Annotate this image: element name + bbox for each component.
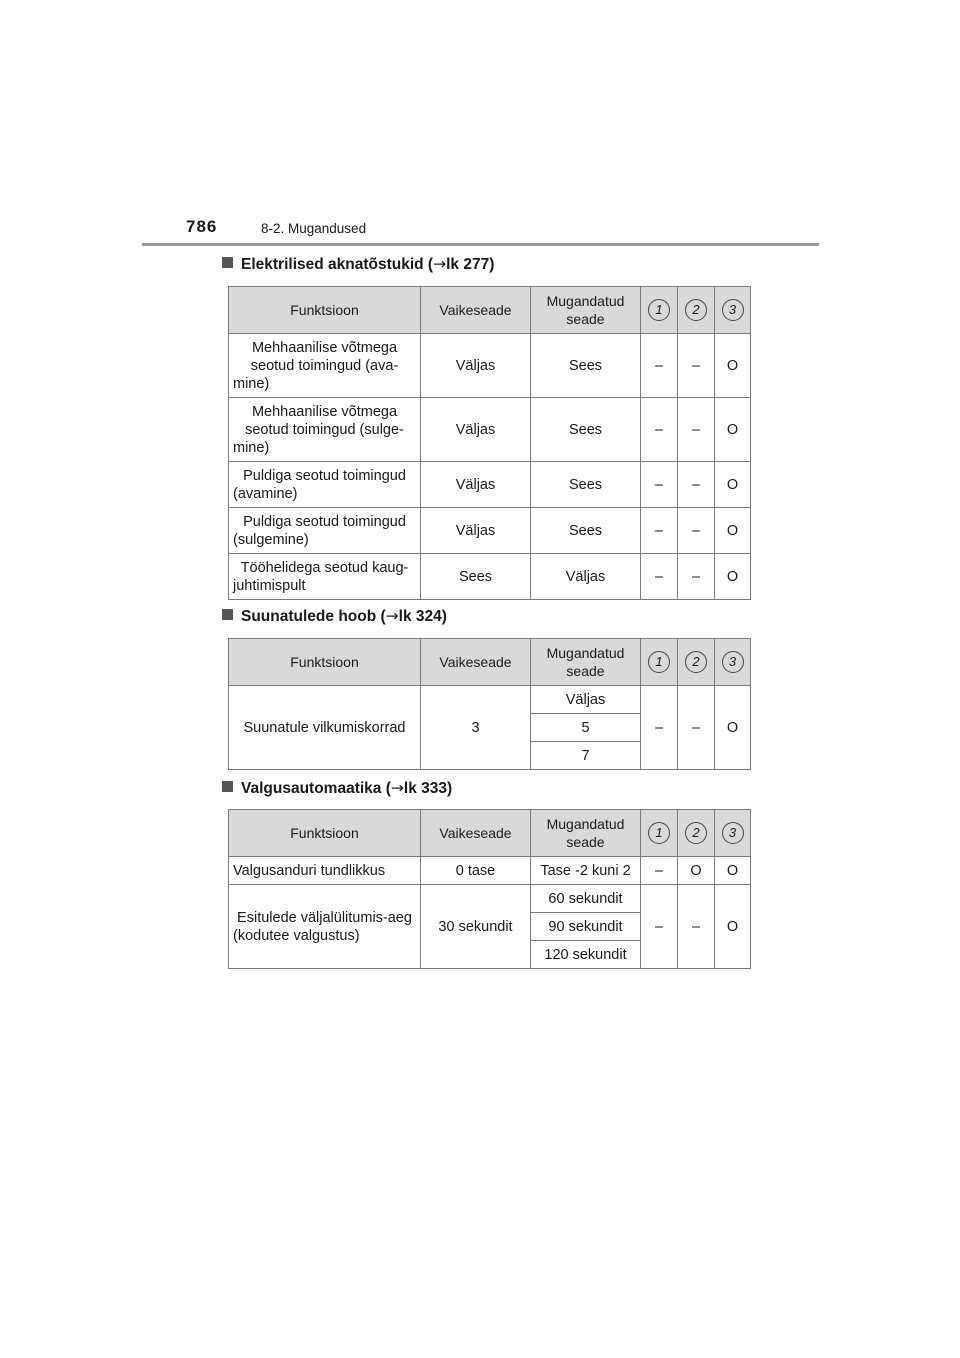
section-title: Suunatulede hoob ( xyxy=(241,608,386,625)
circled-1-icon: 1 xyxy=(648,822,670,844)
default-cell: 30 sekundit xyxy=(421,885,531,969)
function-cell: Suunatule vilkumiskorrad xyxy=(229,686,421,770)
col-2 xyxy=(678,810,715,857)
col-2 xyxy=(678,287,715,334)
circled-3-icon: 3 xyxy=(722,299,744,321)
custom-cell: 120 sekundit xyxy=(531,941,641,969)
circled-3-icon: 3 xyxy=(722,651,744,673)
bullet-square-icon xyxy=(222,781,233,792)
table-row xyxy=(229,885,751,913)
col-function: Funktsioon xyxy=(229,639,421,686)
col-default: Vaikeseade xyxy=(421,639,531,686)
col-1 xyxy=(641,639,678,686)
c1-cell: – xyxy=(641,462,678,508)
col-function: Funktsioon xyxy=(229,287,421,334)
default-cell: 0 tase xyxy=(421,857,531,885)
custom-cell: Sees xyxy=(531,462,641,508)
custom-cell: 7 xyxy=(531,742,641,770)
table-row xyxy=(229,686,751,714)
table-row xyxy=(229,398,751,462)
page-number: 786 xyxy=(186,217,218,236)
c2-cell: – xyxy=(678,398,715,462)
c1-cell: – xyxy=(641,334,678,398)
function-cell: Mehhaanilise võtmega seotud toimingud (sulge-mine) xyxy=(229,398,421,462)
custom-cell: Väljas xyxy=(531,554,641,600)
turn-signal-table xyxy=(228,638,751,770)
custom-cell: Väljas xyxy=(531,686,641,714)
auto-light-table xyxy=(228,809,751,969)
default-cell: Väljas xyxy=(421,508,531,554)
circled-2-icon: 2 xyxy=(685,651,707,673)
table-row xyxy=(229,334,751,398)
function-cell: Esitulede väljalülitumis-aeg (kodutee valgustus) xyxy=(229,885,421,969)
col-default: Vaikeseade xyxy=(421,810,531,857)
page-reference: lk 277) xyxy=(446,256,495,273)
col-custom: Mugandatud seade xyxy=(531,639,641,686)
table-header-row xyxy=(229,287,751,334)
section-title: Elektrilised aknatõstukid ( xyxy=(241,256,434,273)
section-heading-auto-light xyxy=(222,779,452,798)
c1-cell: – xyxy=(641,398,678,462)
c1-cell: – xyxy=(641,508,678,554)
c1-cell: – xyxy=(641,857,678,885)
table-row xyxy=(229,857,751,885)
col-1 xyxy=(641,287,678,334)
circled-2-icon: 2 xyxy=(685,299,707,321)
custom-cell: Tase -2 kuni 2 xyxy=(531,857,641,885)
function-cell: Mehhaanilise võtmega seotud toimingud (ava-mine) xyxy=(229,334,421,398)
col-function: Funktsioon xyxy=(229,810,421,857)
c3-cell: O xyxy=(715,857,751,885)
default-cell: Väljas xyxy=(421,334,531,398)
arrow-icon: → xyxy=(433,255,447,273)
col-1 xyxy=(641,810,678,857)
default-cell: 3 xyxy=(421,686,531,770)
table-header-row xyxy=(229,639,751,686)
function-cell: Valgusanduri tundlikkus xyxy=(229,857,421,885)
custom-cell: 90 sekundit xyxy=(531,913,641,941)
function-cell: Puldiga seotud toimingud (avamine) xyxy=(229,462,421,508)
section-heading-turn-signal xyxy=(222,607,447,626)
table-row xyxy=(229,554,751,600)
c3-cell: O xyxy=(715,462,751,508)
page-reference: lk 333) xyxy=(403,780,453,797)
custom-cell: 60 sekundit xyxy=(531,885,641,913)
arrow-icon: → xyxy=(390,779,404,797)
c3-cell: O xyxy=(715,554,751,600)
custom-cell: Sees xyxy=(531,398,641,462)
circled-2-icon: 2 xyxy=(685,822,707,844)
power-windows-table xyxy=(228,286,751,600)
c2-cell: – xyxy=(678,554,715,600)
col-2 xyxy=(678,639,715,686)
c2-cell: – xyxy=(678,462,715,508)
default-cell: Väljas xyxy=(421,462,531,508)
c2-cell: – xyxy=(678,508,715,554)
arrow-icon: → xyxy=(385,607,399,625)
c3-cell: O xyxy=(715,686,751,770)
c2-cell: – xyxy=(678,885,715,969)
function-cell: Puldiga seotud toimingud (sulgemine) xyxy=(229,508,421,554)
circled-1-icon: 1 xyxy=(648,299,670,321)
header-rule xyxy=(142,243,819,246)
section-heading-power-windows xyxy=(222,255,494,274)
c1-cell: – xyxy=(641,686,678,770)
table-row xyxy=(229,462,751,508)
col-custom: Mugandatud seade xyxy=(531,810,641,857)
table-row xyxy=(229,508,751,554)
col-3 xyxy=(715,639,751,686)
default-cell: Sees xyxy=(421,554,531,600)
c3-cell: O xyxy=(715,398,751,462)
custom-cell: Sees xyxy=(531,334,641,398)
bullet-square-icon xyxy=(222,257,233,268)
col-default: Vaikeseade xyxy=(421,287,531,334)
chapter-title: 8-2. Mugandused xyxy=(261,221,367,236)
custom-cell: 5 xyxy=(531,714,641,742)
custom-cell: Sees xyxy=(531,508,641,554)
page-reference: lk 324) xyxy=(398,608,447,625)
col-3 xyxy=(715,810,751,857)
c3-cell: O xyxy=(715,508,751,554)
c3-cell: O xyxy=(715,334,751,398)
col-custom: Mugandatud seade xyxy=(531,287,641,334)
table-header-row xyxy=(229,810,751,857)
c2-cell: O xyxy=(678,857,715,885)
col-3 xyxy=(715,287,751,334)
c2-cell: – xyxy=(678,686,715,770)
bullet-square-icon xyxy=(222,609,233,620)
circled-1-icon: 1 xyxy=(648,651,670,673)
c1-cell: – xyxy=(641,885,678,969)
circled-3-icon: 3 xyxy=(722,822,744,844)
function-cell: Tööhelidega seotud kaug-juhtimispult xyxy=(229,554,421,600)
c1-cell: – xyxy=(641,554,678,600)
section-title: Valgusautomaatika ( xyxy=(241,780,391,797)
c3-cell: O xyxy=(715,885,751,969)
c2-cell: – xyxy=(678,334,715,398)
default-cell: Väljas xyxy=(421,398,531,462)
